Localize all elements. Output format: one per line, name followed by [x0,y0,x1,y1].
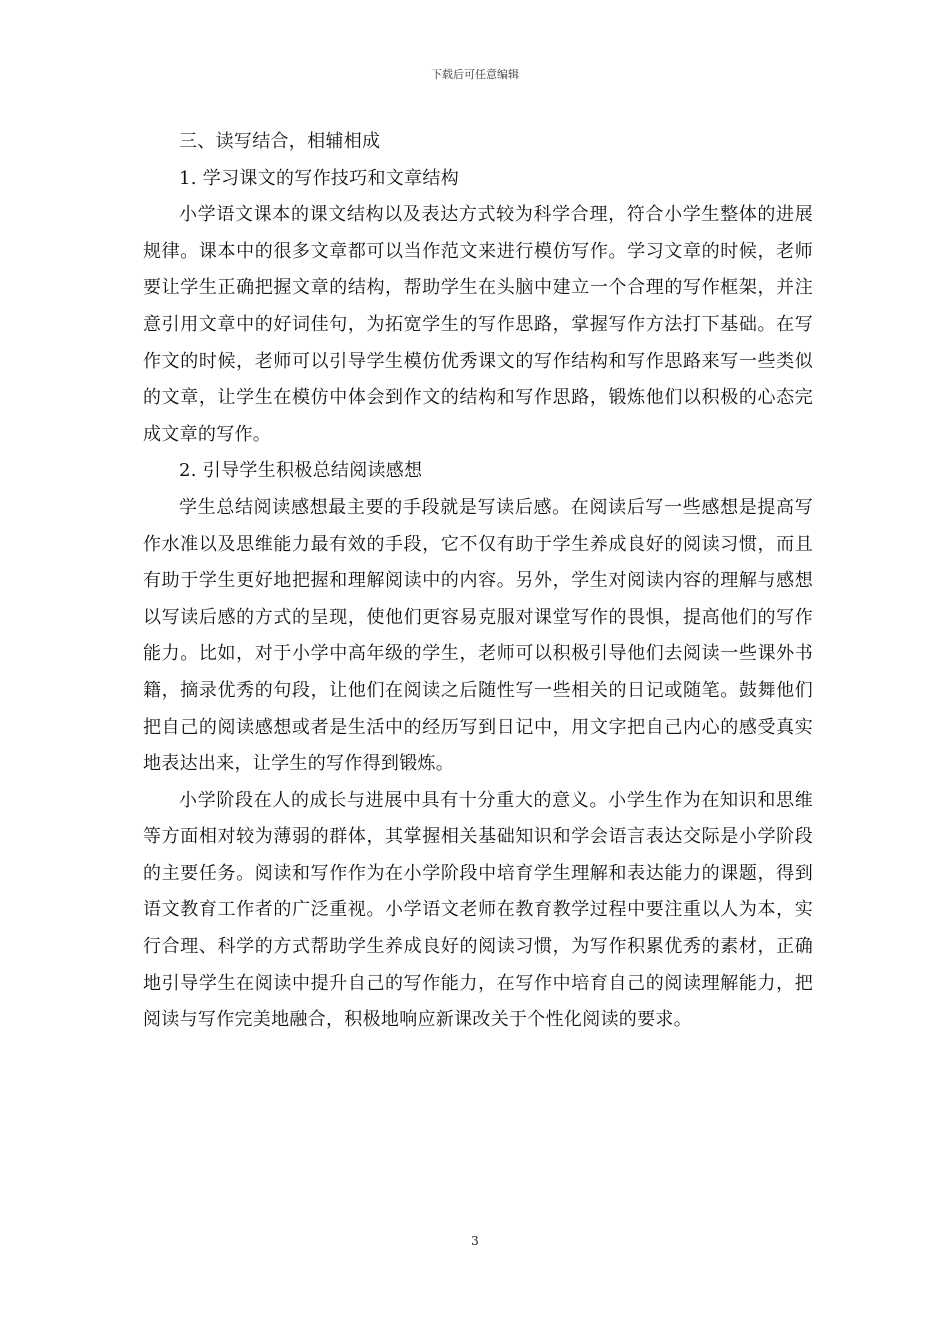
subsection-title-1: 1. 学习课文的写作技巧和文章结构 [179,167,459,189]
page-header: 下载后可任意编辑 [431,68,519,81]
page-number: 3 [471,1234,479,1248]
subsection-title-2: 2. 引导学生积极总结阅读感想 [179,460,423,482]
paragraph-2: 学生总结阅读感想最主要的手段就是写读后感。在阅读后写一些感想是提高写作水准以及思维能力最有效的手段，它不仅有助于学生养成良好的阅读习惯，而且有助于学生更好地把握和理解阅读中的内容。另外，学生对阅读内容的理解与感想以写读后感的方式的呈现，使他们更容易克服对课堂写作的畏惧，提高他们的写作能力。比如，对于小学中高年级的学生，老师可以积极引导他们去阅读一些课外书籍，摘录优秀的句段，让他们在阅读之后随性写一些相关的日记或随笔。鼓舞他们把自己的阅读感想或者是生活中的经历写到日记中，用文字把自己内心的感受真实地表达出来，让学生的写作得到锻炼。 [143,496,813,775]
paragraph-1: 小学语文课本的课文结构以及表达方式较为科学合理，符合小学生整体的进展规律。课本中的很多文章都可以当作范文来进行模仿写作。学习文章的时候，老师要让学生正确把握文章的结构，帮助学生在头脑中建立一个合理的写作框架，并注意引用文章中的好词佳句，为拓宽学生的写作思路，掌握写作方法打下基础。在写作文的时候，老师可以引导学生模仿优秀课文的写作结构和写作思路来写一些类似的文章，让学生在模仿中体会到作文的结构和写作思路，锻炼他们以积极的心态完成文章的写作。 [143,204,813,445]
document-body [143,124,813,1039]
section-title: 三、读写结合，相辅相成 [179,131,381,152]
paragraph-conclusion: 小学阶段在人的成长与进展中具有十分重大的意义。小学生作为在知识和思维等方面相对较为薄弱的群体，其掌握相关基础知识和学会语言表达交际是小学阶段的主要任务。阅读和写作作为在小学阶段中培育学生理解和表达能力的课题，得到语文教育工作者的广泛重视。小学语文老师在教育教学过程中要注重以人为本，实行合理、科学的方式帮助学生养成良好的阅读习惯，为写作积累优秀的素材，正确地引导学生在阅读中提升自己的写作能力，在写作中培育自己的阅读理解能力，把阅读与写作完美地融合，积极地响应新课改关于个性化阅读的要求。 [143,789,813,1031]
